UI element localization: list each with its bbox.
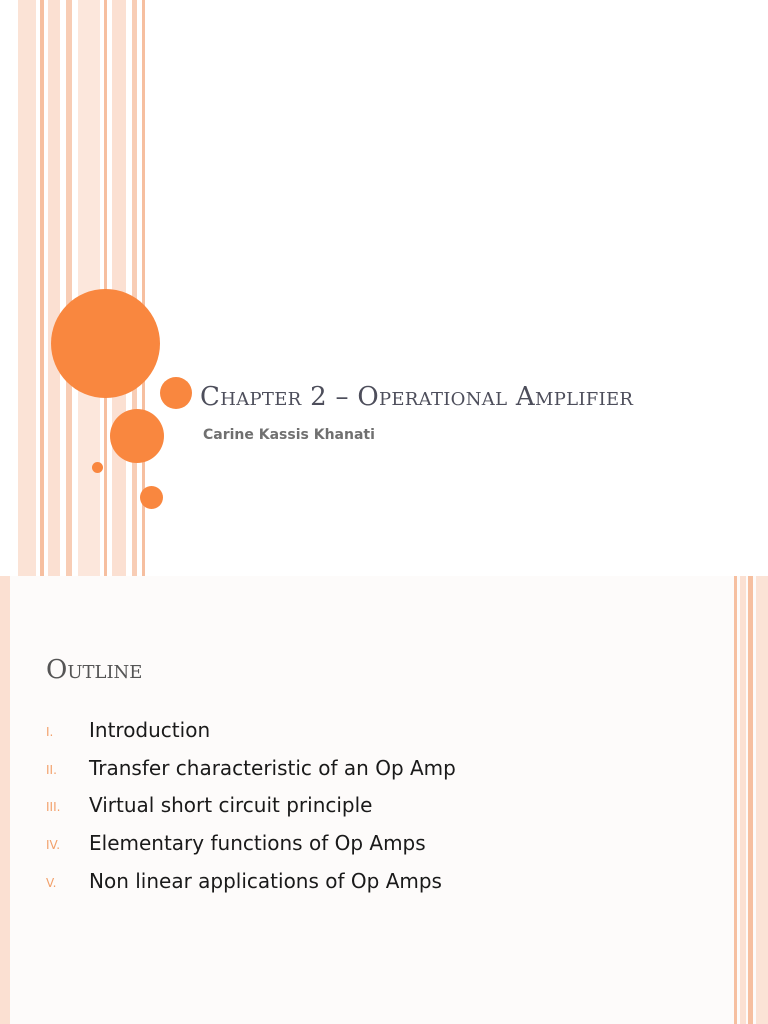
list-item-number: I. [46, 725, 54, 739]
outline-heading: Outline [46, 655, 143, 685]
decorative-stripe [104, 0, 107, 576]
list-item [0, 829, 700, 859]
list-item [0, 867, 700, 897]
list-item-text: Non linear applications of Op Amps [89, 869, 442, 893]
list-item-text: Elementary functions of Op Amps [89, 831, 426, 855]
list-item-text: Transfer characteristic of an Op Amp [89, 756, 456, 780]
decorative-stripe [66, 0, 72, 576]
decorative-stripe [734, 576, 737, 1024]
list-item-number: III. [46, 800, 61, 814]
list-item [0, 754, 700, 784]
decorative-circle-small [140, 486, 163, 509]
slide-subtitle: Carine Kassis Khanati [203, 427, 375, 443]
decorative-stripe [132, 0, 137, 576]
list-item-text: Virtual short circuit principle [89, 793, 373, 817]
decorative-circle-large [51, 289, 160, 398]
decorative-stripe [112, 0, 126, 576]
list-item-text: Introduction [89, 718, 211, 742]
decorative-stripe [18, 0, 36, 576]
list-item [0, 716, 700, 746]
list-item-number: IV. [46, 838, 61, 852]
decorative-circle-tiny [92, 462, 103, 473]
list-item-number: V. [46, 876, 57, 890]
slide-title: Chapter 2 – Operational Amplifier [200, 382, 634, 412]
decorative-circle-medium [110, 409, 164, 463]
list-item-number: II. [46, 763, 57, 777]
decorative-stripe [756, 576, 768, 1024]
decorative-circle-small [160, 377, 192, 409]
decorative-stripe [40, 0, 44, 576]
decorative-stripe [740, 576, 746, 1024]
decorative-stripe [78, 0, 100, 576]
decorative-stripe [748, 576, 753, 1024]
decorative-stripe [48, 0, 60, 576]
list-item [0, 791, 700, 821]
